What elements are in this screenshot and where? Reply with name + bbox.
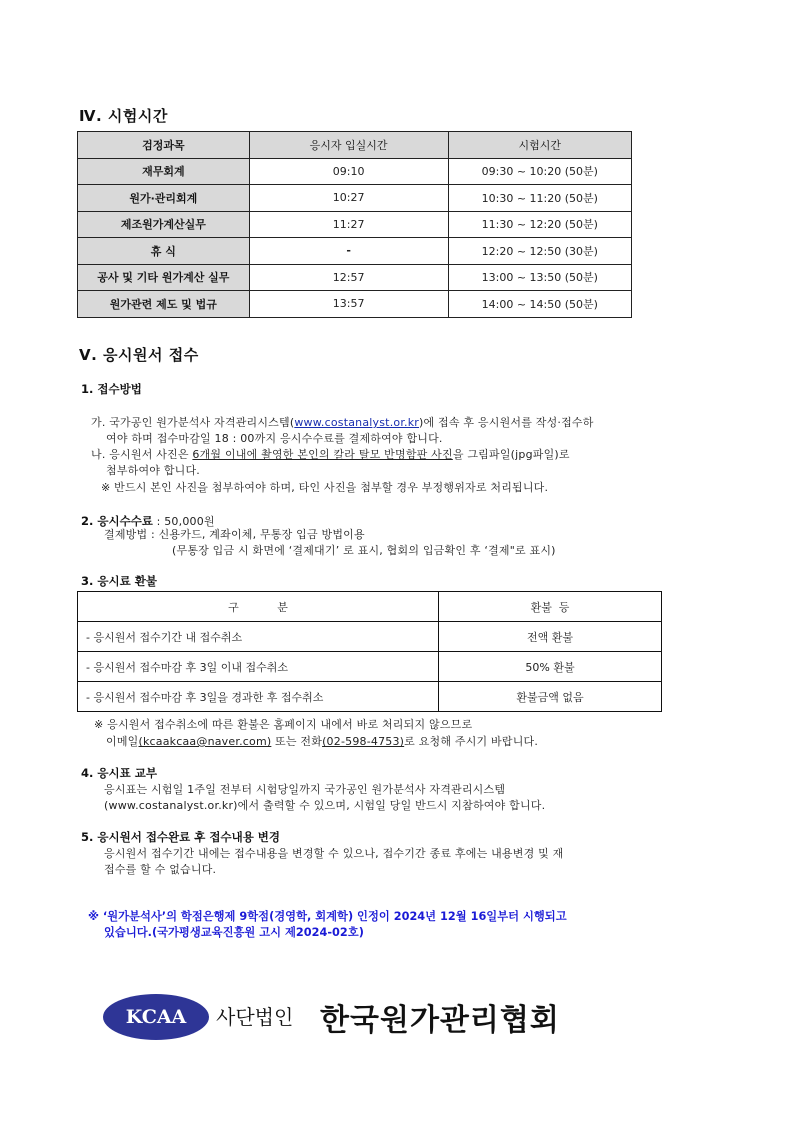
ga-prefix: 가. 국가공인 원가분석사 자격관리시스템( <box>91 416 295 429</box>
refund-note-line2 <box>106 733 538 749</box>
subject-cell: 원가·관리회계 <box>78 185 250 212</box>
entry-time-cell: 09:10 <box>249 158 448 185</box>
exam-time-cell: 12:20 ~ 12:50 (30분) <box>448 238 631 265</box>
subject-cell: 공사 및 기타 원가계산 실무 <box>78 264 250 291</box>
item1-ga-line2: 여야 하며 접수마감일 18 : 00까지 응시수수료를 결제하여야 합니다. <box>106 432 443 445</box>
table-row <box>78 158 632 185</box>
table-header-cell: 검정과목 <box>78 132 250 159</box>
kcaa-logo-oval <box>103 994 209 1040</box>
item4-line2: (www.costanalyst.or.kr)에서 출력할 수 있으며, 시험일 당일 반드시 지참하여야 합니다. <box>104 799 546 812</box>
table-row <box>78 238 632 265</box>
item1-title: 1. 접수방법 <box>81 382 142 396</box>
refund-condition-cell: - 응시원서 접수마감 후 3일을 경과한 후 접수취소 <box>78 682 439 712</box>
subject-cell: 제조원가계산실무 <box>78 211 250 238</box>
refund-table <box>77 591 662 712</box>
payment-method-note: (무통장 입금 시 화면에 ‘결제대기’ 로 표시, 협회의 입금확인 후 ‘결제"로 표시) <box>172 544 556 557</box>
table-header-cell: 응시자 입실시간 <box>249 132 448 159</box>
subject-cell: 원가관련 제도 및 법규 <box>78 291 250 318</box>
exam-schedule-table <box>77 131 632 318</box>
item1-na-line1 <box>91 446 570 462</box>
refund-note-line1: ※ 응시원서 접수취소에 따른 환불은 홈페이지 내에서 바로 처리되지 않으므로 <box>94 718 473 731</box>
item4-title: 4. 응시표 교부 <box>81 766 157 780</box>
exam-time-cell: 10:30 ~ 11:20 (50분) <box>448 185 631 212</box>
exam-time-cell: 09:30 ~ 10:20 (50분) <box>448 158 631 185</box>
item2-title: 2. 응시수수료 <box>81 514 153 528</box>
costanalyst-link[interactable]: www.costanalyst.or.kr <box>294 416 420 429</box>
table-row <box>78 211 632 238</box>
photo-requirement: 6개월 이내에 촬영한 본인의 칼라 탈모 반명함판 사진 <box>192 448 453 461</box>
subject-cell: 휴 식 <box>78 238 250 265</box>
entry-time-cell: 13:57 <box>249 291 448 318</box>
refund-condition-cell: - 응시원서 접수마감 후 3일 이내 접수취소 <box>78 652 439 682</box>
table-row <box>78 291 632 318</box>
table-row <box>78 652 662 682</box>
exam-time-cell: 13:00 ~ 13:50 (50분) <box>448 264 631 291</box>
item1-na-line2: 첨부하여야 합니다. <box>106 464 201 477</box>
table-header-cell: 환불 등 <box>439 592 662 622</box>
email-label: 이메일 <box>106 735 139 748</box>
logo-subtitle: 사단법인 <box>216 1005 294 1029</box>
kcaa-logo-text: KCAA <box>125 1006 187 1028</box>
item5-title: 5. 응시원서 접수완료 후 접수내용 변경 <box>81 830 281 844</box>
payment-method: 결제방법 : 신용카드, 계좌이체, 무통장 입금 방법이용 <box>104 528 365 541</box>
na-suffix: 을 그림파일(jpg파일)로 <box>452 448 570 461</box>
item1-note: ※ 반드시 본인 사진을 첨부하여야 하며, 타인 사진을 첨부할 경우 부정행위자로 처리됩니다. <box>101 481 549 494</box>
refund-note-suffix: 로 요청해 주시기 바랍니다. <box>404 735 539 748</box>
credit-bank-notice-line2: 있습니다.(국가평생교육진흥원 고시 제2024-02호) <box>104 926 364 939</box>
refund-amount-cell: 환불금액 없음 <box>439 682 662 712</box>
table-header-cell: 시험시간 <box>448 132 631 159</box>
table-header-cell: 구 분 <box>78 592 439 622</box>
exam-fee: : 50,000원 <box>152 515 215 528</box>
section-title-application: Ⅴ. 응시원서 접수 <box>79 346 199 364</box>
phone-link[interactable]: (02-598-4753) <box>322 735 405 748</box>
table-row <box>78 185 632 212</box>
table-row <box>78 682 662 712</box>
refund-amount-cell: 전액 환불 <box>439 622 662 652</box>
exam-time-cell: 14:00 ~ 14:50 (50분) <box>448 291 631 318</box>
entry-time-cell: 11:27 <box>249 211 448 238</box>
item3-title: 3. 응시료 환불 <box>81 574 157 588</box>
ga-suffix: )에 접속 후 응시원서를 작성·접수하 <box>419 416 594 429</box>
refund-condition-cell: - 응시원서 접수기간 내 접수취소 <box>78 622 439 652</box>
exam-time-cell: 11:30 ~ 12:20 (50분) <box>448 211 631 238</box>
table-row <box>78 622 662 652</box>
refund-amount-cell: 50% 환불 <box>439 652 662 682</box>
item1-ga-line1 <box>91 414 594 430</box>
section-title-exam-time: Ⅳ. 시험시간 <box>79 107 168 125</box>
item5-line1: 응시원서 접수기간 내에는 접수내용을 변경할 수 있으나, 접수기간 종료 후에는 내용변경 및 재 <box>104 847 564 860</box>
credit-bank-notice-line1: ※ ‘원가분석사’의 학점은행제 9학점(경영학, 회계학) 인정이 2024년 12월 16일부터 시행되고 <box>88 910 567 923</box>
subject-cell: 재무회계 <box>78 158 250 185</box>
na-prefix: 나. 응시원서 사진은 <box>91 448 193 461</box>
table-row <box>78 264 632 291</box>
table-header-row <box>78 592 662 622</box>
entry-time-cell: 12:57 <box>249 264 448 291</box>
item5-line2: 접수를 할 수 없습니다. <box>104 863 217 876</box>
logo-org-name: 한국원가관리협회 <box>320 1003 560 1038</box>
entry-time-cell: - <box>249 238 448 265</box>
phone-label: 또는 전화 <box>271 735 323 748</box>
entry-time-cell: 10:27 <box>249 185 448 212</box>
email-link[interactable]: (kcaakcaa@naver.com) <box>138 735 272 748</box>
item4-line1: 응시표는 시험일 1주일 전부터 시험당일까지 국가공인 원가분석사 자격관리시스템 <box>104 783 506 796</box>
table-header-row <box>78 132 632 159</box>
